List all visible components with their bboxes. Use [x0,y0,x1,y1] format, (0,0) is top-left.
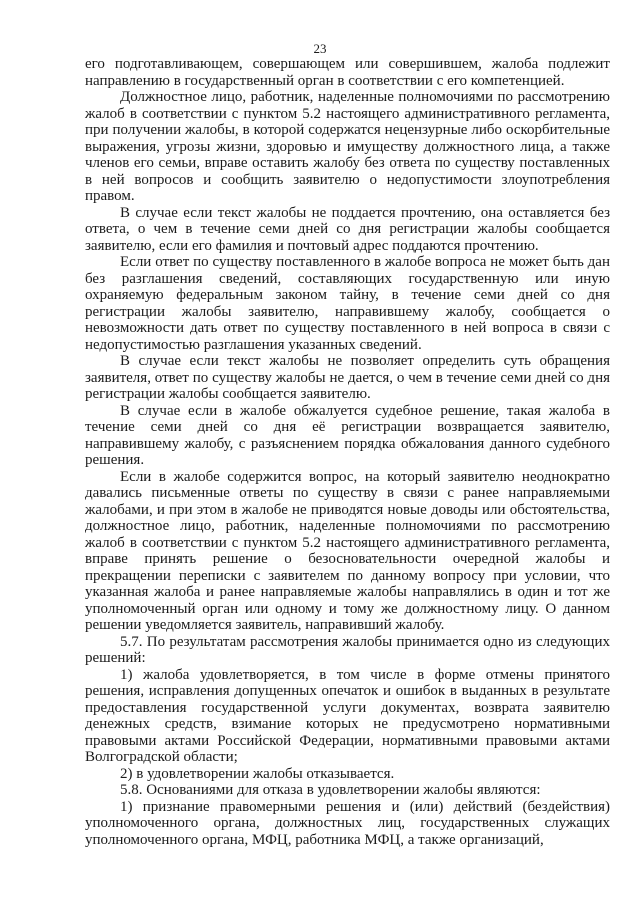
paragraph-secret-information: Если ответ по существу поставленного в жалобе вопроса не может быть дан без разглашения сведений, составляющих государственную или иную охраняемую федеральным законом тайну, в течение семи дней со дня регистрации жалобы заявителю, направившему жалобу, сообщается о невозможности дать ответ по существу поставленного в ней вопроса в связи с недопустимостью разглашения указанных сведений. [85,254,610,353]
paragraph-court-decision: В случае если в жалобе обжалуется судебное решение, такая жалоба в течение семи дней со дня её регистрации возвращается заявителю, направившему жалобу, с разъяснением порядка обжалования данного судебного решения. [85,402,610,468]
paragraph-repeated-complaint: Если в жалобе содержится вопрос, на который заявителю неоднократно давались письменные ответы по существу в связи с ранее направляемыми жалобами, и при этом в жалобе не приводятся новые доводы или обстоятельства, должностное лицо, работник, наделенные полномочиями по рассмотрению жалоб в соответствии с пунктом 5.2 настоящего административного регламента, вправе принять решение о безосновательности очередной жалобы и прекращении переписки с заявителем по данному вопросу при условии, что указанная жалоба и ранее направляемые жалобы направлялись в один и тот же уполномоченный орган или одному и тому же должностному лицу. О данном решении уведомляется заявитель, направивший жалобу. [85,468,610,633]
paragraph-decision-satisfy: 1) жалоба удовлетворяется, в том числе в форме отмены принятого решения, исправления допущенных опечаток и ошибок в выданных в результате предоставления государственной услуги документах, возврата заявителю денежных средств, взимание которых не предусмотрено нормативными правовыми актами Российской Федерации, нормативными правовыми актами Волгоградской области; [85,666,610,765]
paragraph-obscene-complaint: Должностное лицо, работник, наделенные полномочиями по рассмотрению жалоб в соответствии с пунктом 5.2 настоящего административного регламента, при получении жалобы, в которой содержатся нецензурные либо оскорбительные выражения, угрозы жизни, здоровью и имуществу должностного лица, а также членов его семьи, вправе оставить жалобу без ответа по существу поставленных в ней вопросов и сообщить заявителю о недопустимости злоупотребления правом. [85,89,610,204]
paragraph-section-5-8: 5.8. Основаниями для отказа в удовлетворении жалобы являются: [120,782,541,798]
paragraph-decision-refuse: 2) в удовлетворении жалобы отказывается. [120,765,395,782]
document-body [85,56,610,848]
paragraph-unreadable-text: В случае если текст жалобы не поддается прочтению, она оставляется без ответа, о чем в течение семи дней со дня регистрации жалобы сообщается заявителю, если его фамилия и почтовый адрес поддаются прочтению. [85,204,610,254]
paragraph-refusal-ground-1: 1) признание правомерными решения и (или) действий (бездействия) уполномоченного органа, должностных лиц, государственных служащих уполномоченного органа, МФЦ, работника МФЦ, а также организаций, [85,798,610,848]
paragraph-section-5-7: 5.7. По результатам рассмотрения жалобы принимается одно из следующих решений: [85,633,610,666]
page-number: 23 [313,41,327,56]
paragraph-unclear-essence: В случае если текст жалобы не позволяет определить суть обращения заявителя, ответ по существу жалобы не дается, о чем в течение семи дней со дня регистрации жалобы сообщается заявителю. [85,353,610,402]
paragraph-continuation: его подготавливающем, совершающем или совершившем, жалоба подлежит направлению в государственный орган в соответствии с его компетенцией. [85,56,610,89]
